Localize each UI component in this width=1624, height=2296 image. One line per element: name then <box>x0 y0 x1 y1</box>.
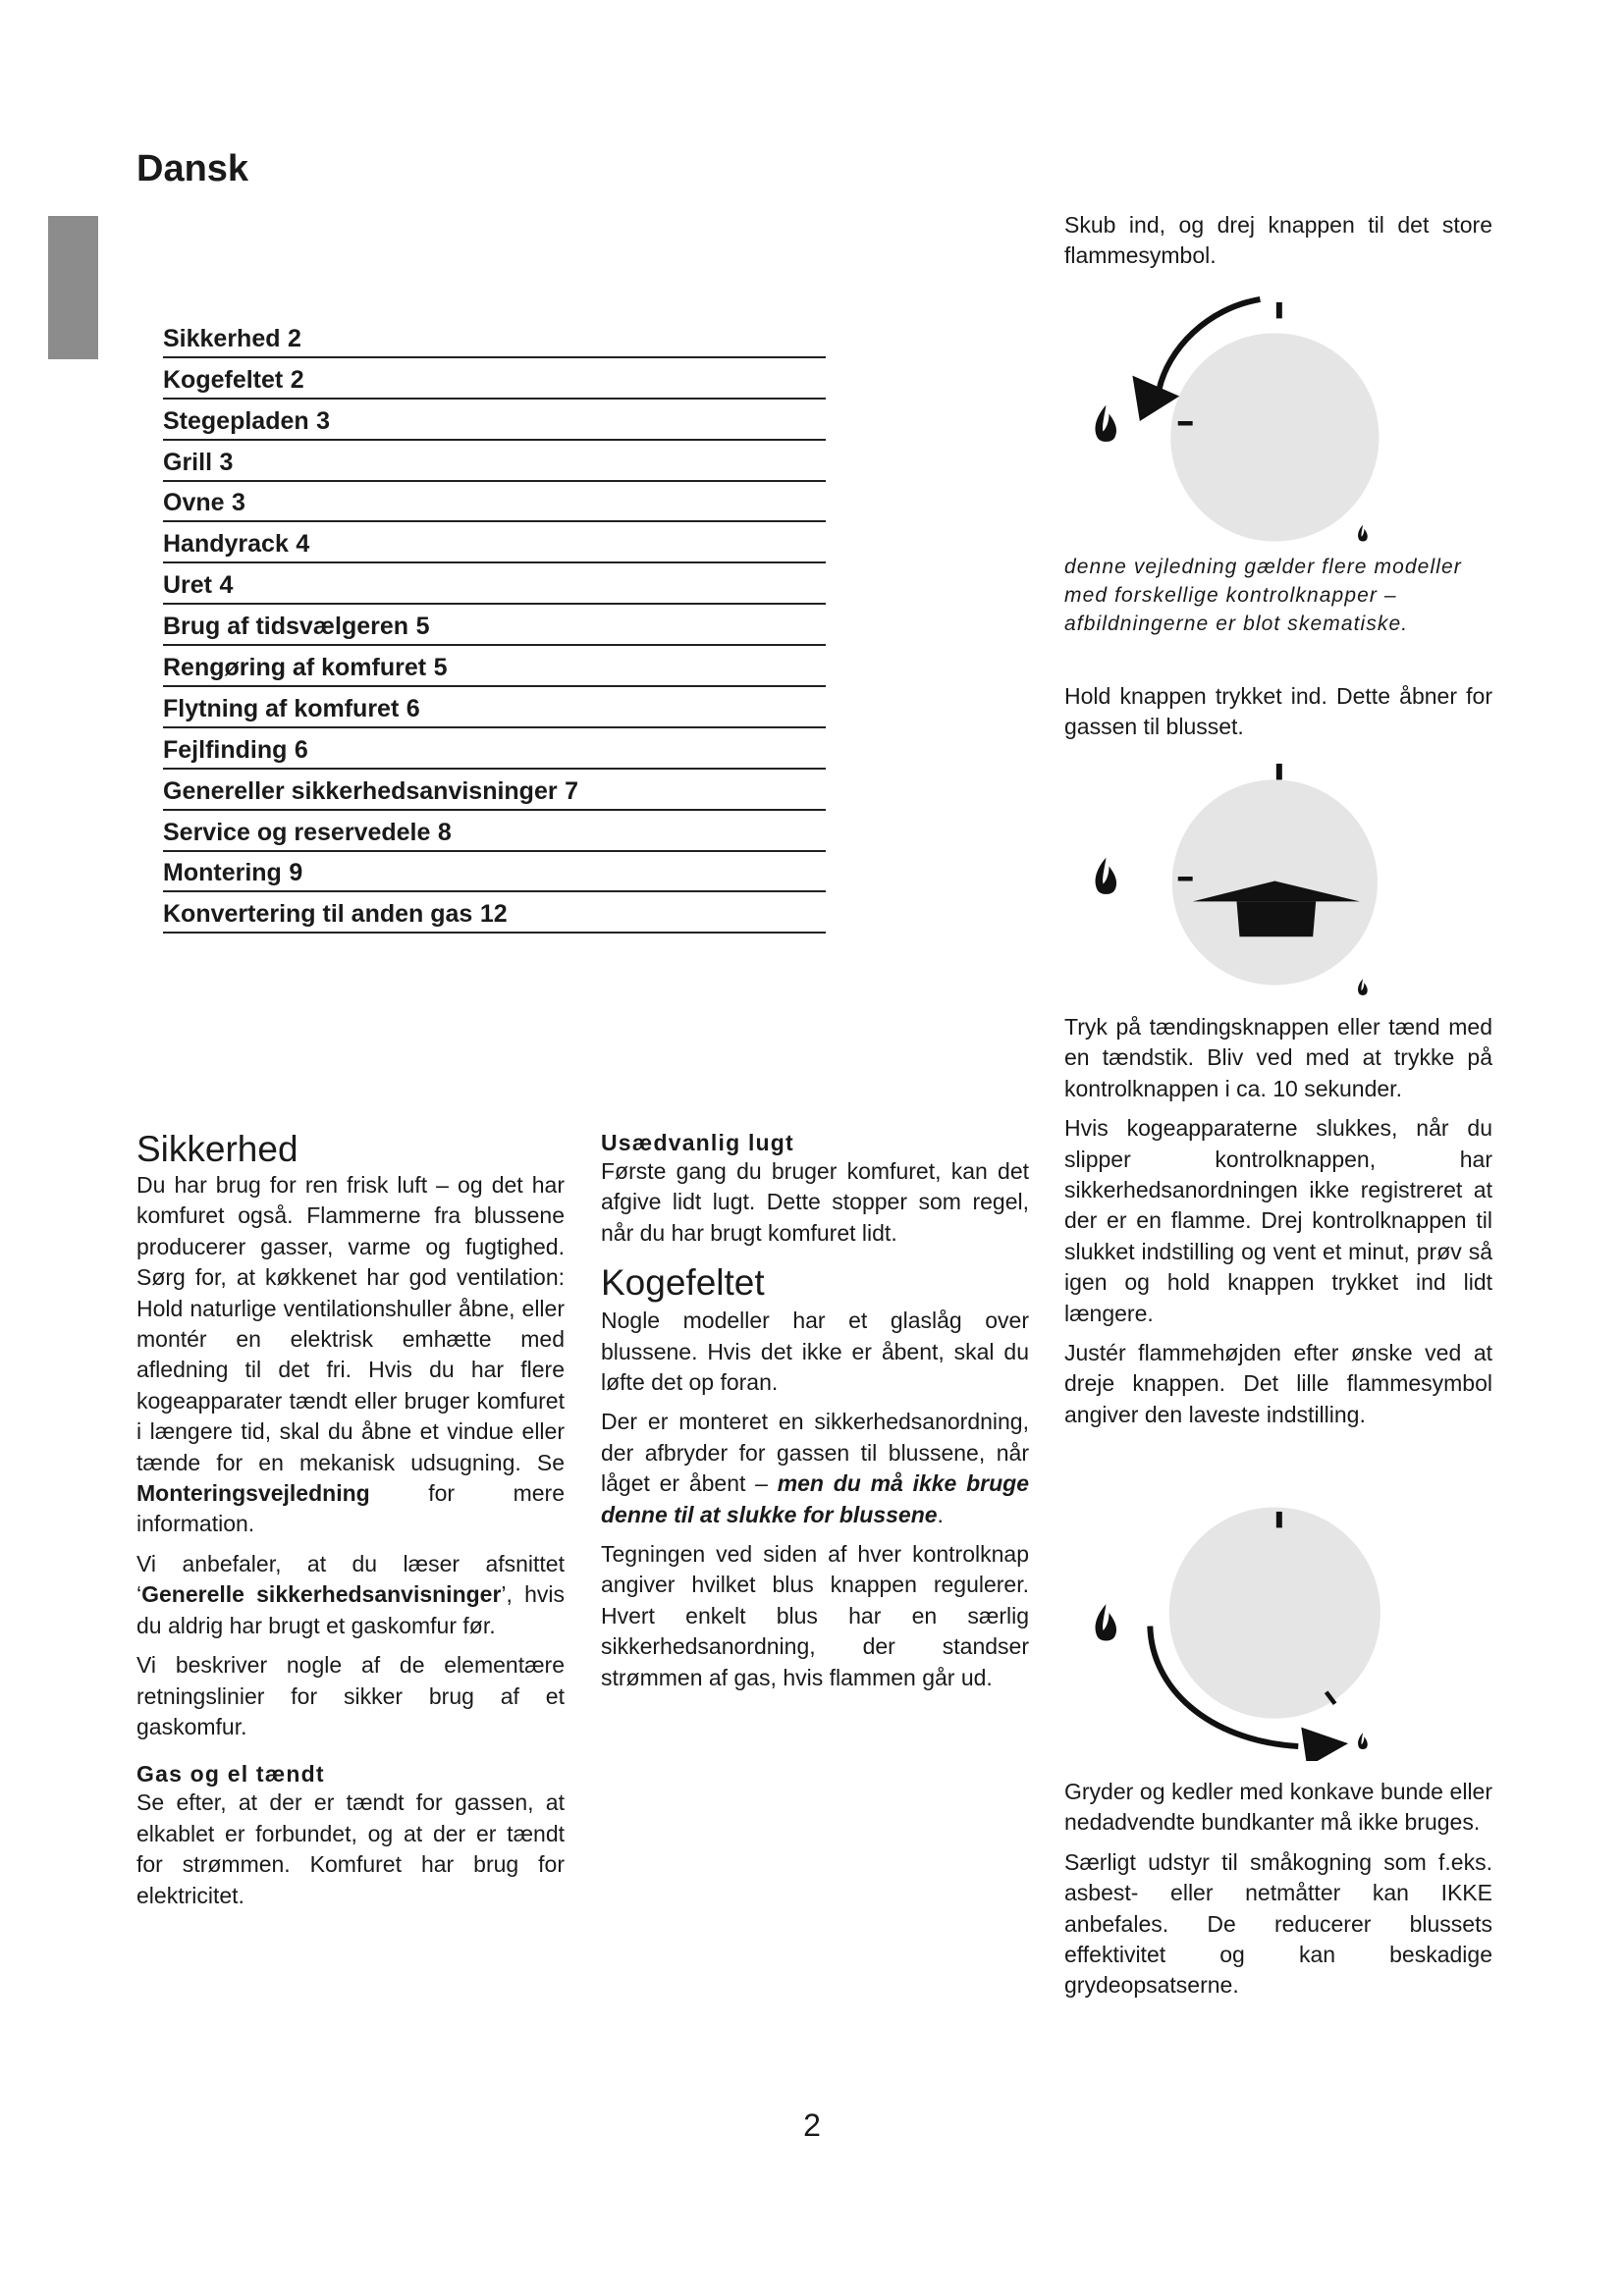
toc-page: 4 <box>296 530 310 559</box>
toc-label: Genereller sikkerhedsanvisninger <box>163 776 558 805</box>
paragraph-text: . <box>937 1501 944 1527</box>
emphasis-text: Generelle sikkerhedsanvisninger <box>141 1581 502 1608</box>
paragraph: Første gang du bruger komfuret, kan det afgive lidt lugt. Dette stopper som regel, når du har brugt komfuret lidt. <box>601 1158 1029 1246</box>
toc-page: 2 <box>288 324 301 352</box>
toc-label: Fejlfinding <box>163 735 288 764</box>
flame-icon <box>1096 858 1117 894</box>
dial-tick <box>1276 764 1282 779</box>
minus-mark <box>1178 421 1193 425</box>
toc-entry <box>163 522 826 563</box>
toc-entry <box>163 482 826 523</box>
cookware-notes <box>1064 1777 1492 2010</box>
toc-label: Montering <box>163 859 282 887</box>
toc-label: Konvertering til anden gas <box>163 900 473 929</box>
toc-entry <box>163 563 826 605</box>
small-flame-icon <box>1358 979 1368 995</box>
page-title: Dansk <box>136 148 249 189</box>
paragraph: Se efter, at der er tændt for gassen, at elkablet er forbundet, og at der er tændt for strømmen. Komfuret har brug for elektricitet. <box>136 1789 565 1908</box>
toc-page: 9 <box>289 859 303 887</box>
paragraph: Tegningen ved siden af hver kontrolknap angiver hvilket blus knappen regulerer. Hvert enkelt blus har en særlig sikkerhedsanordning, der standser strømmen af gas, hvis flammen går ud. <box>601 1541 1029 1690</box>
instruction-ignite <box>1064 1012 1492 1439</box>
toc-page: 3 <box>316 406 331 435</box>
note-text: Gryder og kedler med konkave bunde eller nedadvendte bundkanter må ikke bruges. <box>1064 1779 1492 1836</box>
toc-entry <box>163 892 826 934</box>
toc-label: Grill <box>163 448 213 476</box>
paragraph <box>136 1549 565 1641</box>
toc-entry <box>163 728 826 770</box>
paragraph-text: ’, hvis du aldrig har brugt et gaskomfur før. <box>136 1581 565 1638</box>
small-flame-icon <box>1358 525 1368 542</box>
instruction-text: Justér flammehøjden efter ønske ved at dreje knappen. Det lille flammesymbol angiver den laveste indstilling. <box>1064 1340 1492 1427</box>
section-hob <box>601 1129 1029 1702</box>
instruction-push-turn <box>1064 210 1492 281</box>
knob-diagram-turn <box>1057 288 1410 558</box>
toc-label: Flytning af komfuret <box>163 694 400 722</box>
toc-entry <box>163 358 826 400</box>
toc-page: 7 <box>565 776 578 805</box>
paragraph-text: Der er monteret en sikkerhedsanordning, der afbryder for gassen til blussene, når låget er åbent – <box>601 1409 1029 1497</box>
minus-mark <box>1178 877 1193 881</box>
toc-label: Rengøring af komfuret <box>163 654 427 682</box>
subsection-heading: Usædvanlig lugt <box>601 1130 794 1155</box>
paragraph <box>601 1407 1029 1530</box>
table-of-contents <box>163 317 826 934</box>
page-number: 2 <box>803 2108 821 2143</box>
knob-diagram-push <box>1057 749 1410 1001</box>
toc-page: 6 <box>406 694 420 722</box>
toc-page: 2 <box>290 365 304 394</box>
toc-entry <box>163 687 826 728</box>
toc-page: 3 <box>219 448 234 476</box>
instruction-text: Tryk på tændingsknappen eller tænd med en tændstik. Bliv ved med at trykke på kontrolknappen i ca. 10 sekunder. <box>1064 1014 1492 1101</box>
language-side-tab <box>48 216 98 359</box>
dial-tick <box>1276 302 1282 318</box>
dial-knob <box>1169 1507 1380 1718</box>
toc-page: 4 <box>219 571 234 600</box>
toc-label: Uret <box>163 571 213 600</box>
knob-diagram-adjust <box>1057 1497 1410 1761</box>
paragraph: Vi beskriver nogle af de elementære retningslinier for sikker brug af et gaskomfur. <box>136 1652 565 1739</box>
flame-icon <box>1095 405 1116 442</box>
small-flame-icon <box>1358 1733 1368 1749</box>
toc-entry <box>163 605 826 646</box>
paragraph-text: for mere information. <box>136 1480 565 1537</box>
section-heading: Sikkerhed <box>136 1129 298 1169</box>
flame-icon <box>1095 1604 1116 1640</box>
note-text: Særligt udstyr til småkogning som f.eks. asbest- eller netmåtter kan IKKE anbefales. De reducerer blussets effektivitet og kan beskadige grydeopsatserne. <box>1064 1848 1492 1999</box>
warning-text: men du må ikke bruge denne til at slukke for blussene <box>601 1470 1029 1527</box>
dial-tick <box>1276 1512 1282 1527</box>
toc-entry <box>163 400 826 441</box>
toc-label: Handyrack <box>163 530 289 559</box>
caption-text: denne vejledning gælder flere modeller med forskellige kontrolknapper – afbildningerne er blot skematiske. <box>1064 556 1462 635</box>
instruction-text: Skub ind, og drej knappen til det store flammesymbol. <box>1064 212 1492 269</box>
diagram-caption <box>1064 553 1492 638</box>
toc-label: Ovne <box>163 489 225 517</box>
dial-knob <box>1170 333 1379 541</box>
toc-page: 12 <box>479 900 508 929</box>
subsection-heading: Gas og el tændt <box>136 1761 325 1788</box>
toc-page: 5 <box>415 613 430 641</box>
toc-entry <box>163 441 826 482</box>
toc-entry <box>163 811 826 852</box>
section-heading: Kogefeltet <box>601 1262 765 1304</box>
instruction-hold <box>1064 681 1492 752</box>
arrowhead-icon <box>1132 376 1179 421</box>
instruction-text: Hold knappen trykket ind. Dette åbner for gassen til blusset. <box>1064 683 1492 740</box>
toc-entry <box>163 317 826 358</box>
toc-page: 6 <box>294 735 308 764</box>
toc-entry <box>163 852 826 893</box>
paragraph <box>136 1170 565 1540</box>
section-safety <box>136 1129 565 1920</box>
toc-label: Brug af tidsvælgeren <box>163 613 409 641</box>
paragraph-text: Du har brug for ren frisk luft – og det har komfuret også. Flammerne fra blussene producerer gasser, varme og fugtighed. Sørg for, at køkkenet har god ventilation: Hold naturlige ventilationshuller åbne, eller montér en elektrisk emhætte med afledning til det fri. Hvis du har flere kogeapparater tændt eller bruger komfuret i længere tid, skal du åbne et vindue eller tænde for en mekanisk udsugning. Se <box>136 1172 565 1475</box>
paragraph-text: Vi anbefaler, at du læser afsnittet ‘ <box>136 1550 565 1608</box>
toc-entry <box>163 770 826 811</box>
toc-page: 5 <box>433 654 448 682</box>
toc-entry <box>163 646 826 687</box>
toc-page: 8 <box>437 818 452 846</box>
instruction-text: Hvis kogeapparaterne slukkes, når du slipper kontrolknappen, har sikkerhedsanordningen ikke registreret at der er en flamme. Drej kontrolknappen til slukket indstilling og vent et minut, prøv så igen og hold knappen trykket ind lidt længere. <box>1064 1115 1492 1326</box>
toc-label: Sikkerhed <box>163 324 281 352</box>
emphasis-text: Monteringsvejledning <box>136 1480 370 1507</box>
toc-label: Service og reservedele <box>163 818 431 846</box>
paragraph: Nogle modeller har et glaslåg over blussene. Hvis det ikke er åbent, skal du løfte det op foran. <box>601 1308 1029 1396</box>
arrowhead-icon <box>1301 1728 1348 1761</box>
toc-label: Stegepladen <box>163 406 309 435</box>
toc-page: 3 <box>232 489 245 517</box>
toc-label: Kogefeltet <box>163 365 284 394</box>
